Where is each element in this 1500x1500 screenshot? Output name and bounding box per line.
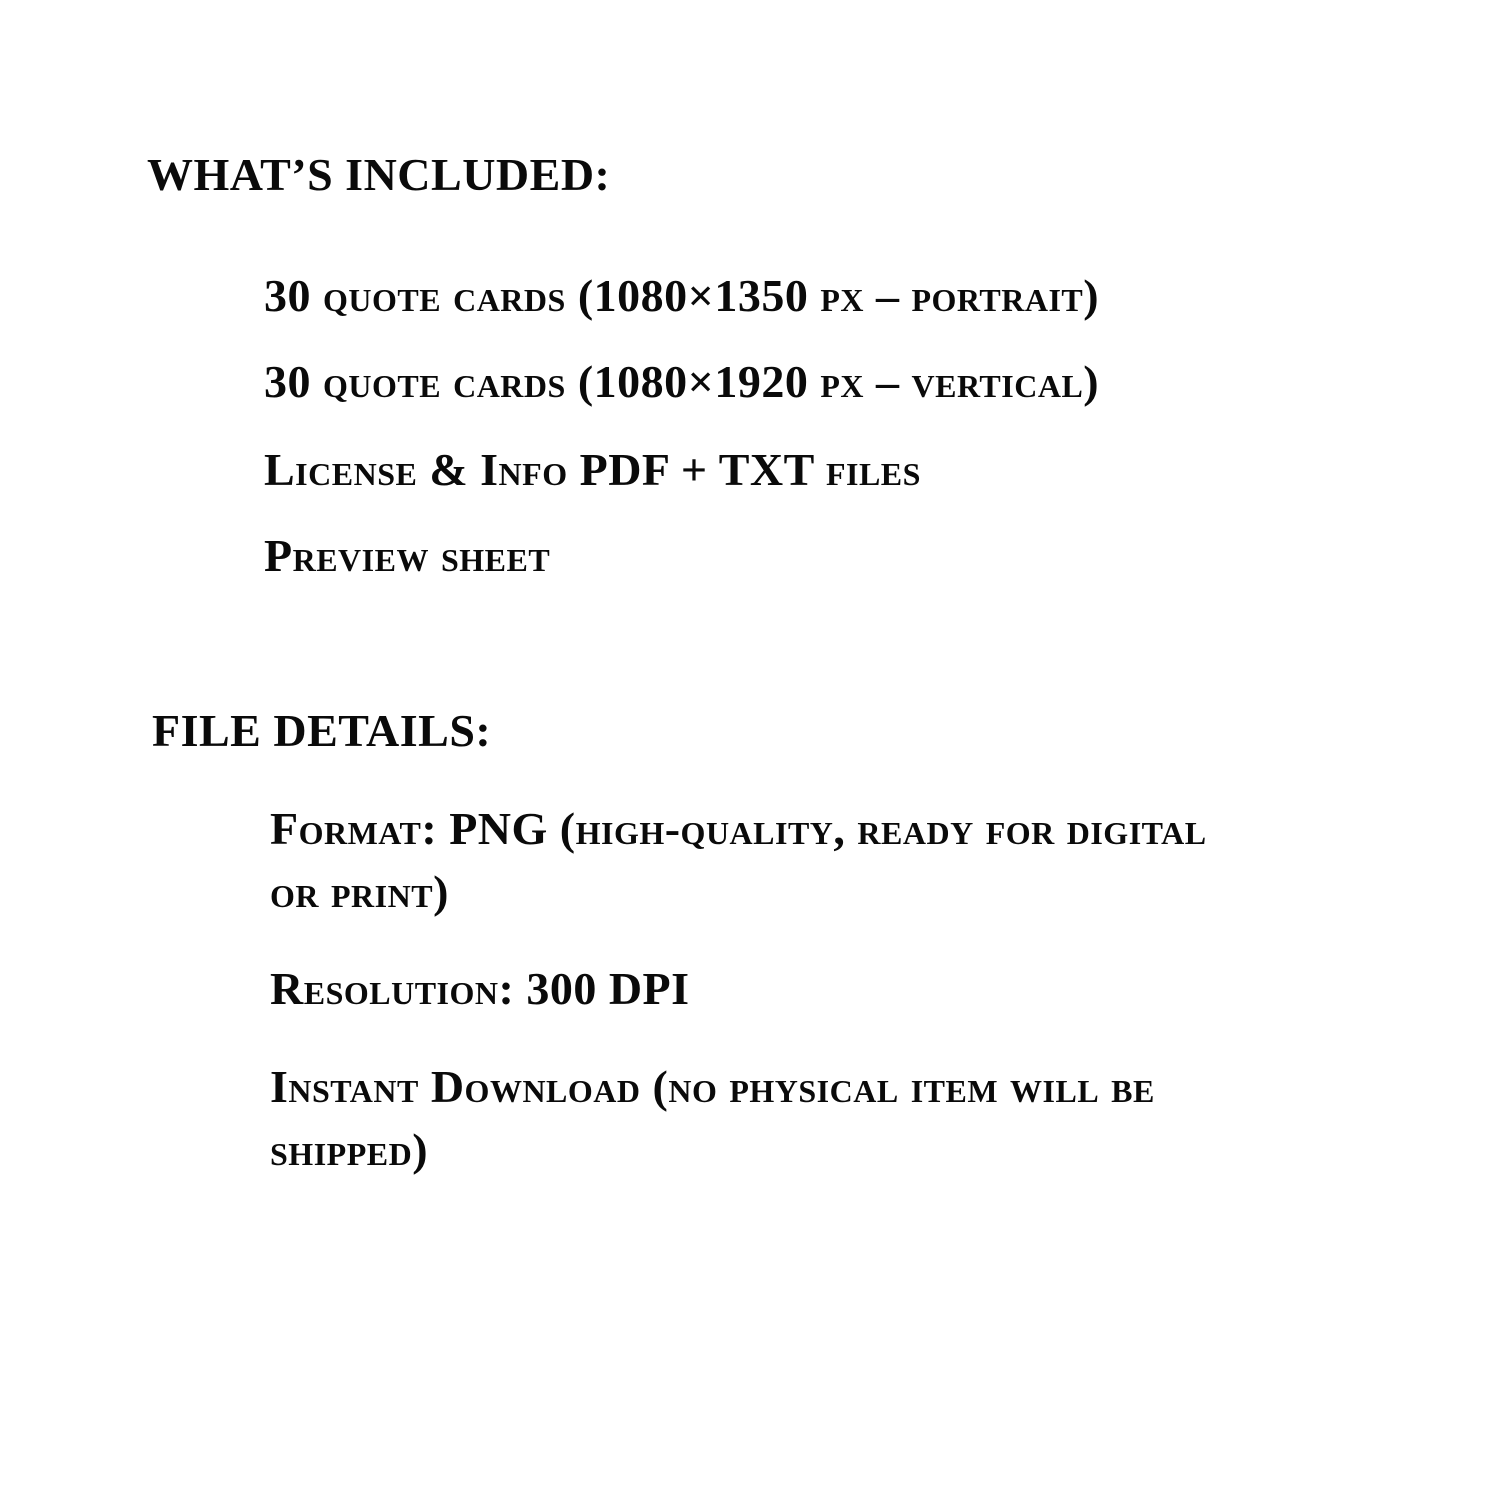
- file-detail-format-line1: Format: PNG (high-quality, ready for digital: [270, 803, 1207, 854]
- included-item-vertical-cards: 30 quote cards (1080×1920 px – vertical): [264, 356, 1100, 407]
- file-detail-format-line2: or print): [270, 866, 449, 917]
- included-item-preview-sheet: Preview sheet: [264, 530, 551, 581]
- included-item-license-files: License & Info PDF + TXT files: [264, 444, 921, 495]
- file-detail-download-line2: shipped): [270, 1124, 429, 1175]
- file-detail-resolution: Resolution: 300 DPI: [270, 963, 690, 1014]
- included-item-portrait-cards: 30 quote cards (1080×1350 px – portrait): [264, 270, 1100, 321]
- file-detail-download-line1: Instant Download (no physical item will be: [270, 1061, 1155, 1112]
- file-details-heading: FILE DETAILS:: [152, 705, 492, 756]
- whats-included-heading: WHAT’S INCLUDED:: [147, 149, 611, 200]
